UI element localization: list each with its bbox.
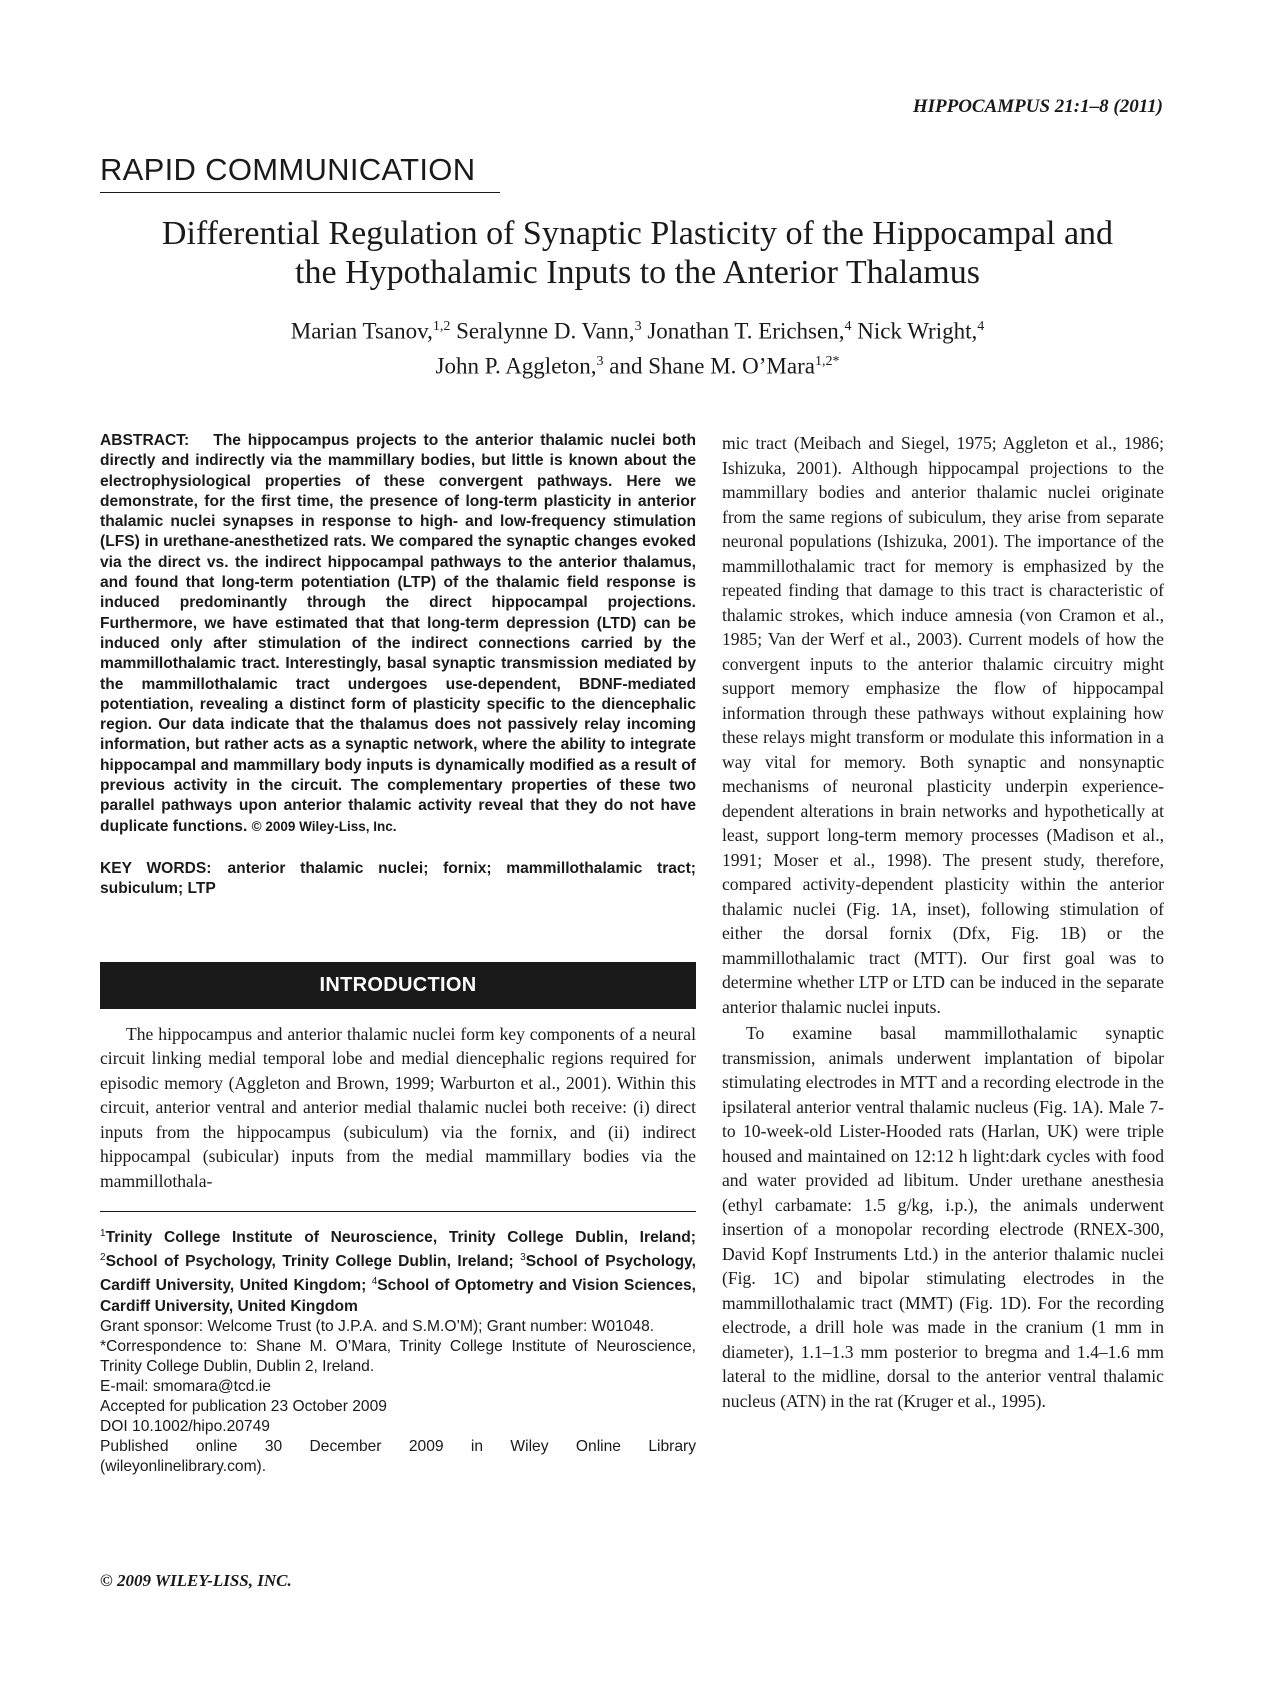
author-line-2 xyxy=(100,347,1175,382)
author-name: John P. Aggleton, xyxy=(435,353,597,379)
author-name: Jonathan T. Erichsen, xyxy=(641,318,845,344)
affil-sup: 4 xyxy=(371,1276,378,1288)
body-paragraph-2: To examine basal mammillothalamic synaptic transmission, animals underwent implantation of bipolar stimulating electrodes in MTT and a recording electrode in the ipsilateral anterior ventral thalamic nucleus (Fig. 1A). Male 7- to 10-week-old Lister-Hooded rats (Harlan, UK) were triple housed and maintained on 12:12 h light:dark cycles with food and water provided ad libitum. Under urethane anesthesia (ethyl carbamate: 1.5 g/kg, i.p.), the animals underwent insertion of a monopolar recording electrode (RNEX-300, David Kopf Instruments Ltd.) in the anterior thalamic nuclei (Fig. 1C) and bipolar stimulating electrodes in the mammillothalamic tract (MMT) (Fig. 1D). For the recording electrode, a drill hole was made in the cranium (1 mm in diameter), 1.1–1.3 mm posterior to bregma and 1.4–1.6 mm lateral to the midline, dorsal to the anterior ventral thalamic nucleus (ATN) in the rat (Kruger et al., 1995). xyxy=(722,1023,1164,1411)
grant-note: Grant sponsor: Welcome Trust (to J.P.A. and S.M.O’M); Grant number: W01048. xyxy=(100,1317,655,1335)
section-type-heading: RAPID COMMUNICATION xyxy=(100,152,500,193)
affil-sup: 2 xyxy=(100,1252,106,1264)
author-line-1 xyxy=(100,312,1175,347)
introduction-paragraph: The hippocampus and anterior thalamic nuclei form key components of a neural circuit linking medial temporal lobe and medial diencephalic regions required for episodic memory (Aggleton and Brown, 1999; Warburton et al., 2001). Within this circuit, anterior ventral and anterior medial thalamic nuclei both receive: (i) direct inputs from the hippocampus (subiculum) via the fornix, and (ii) indirect hippocampal (subicular) inputs from the medial mammillary bodies via the mammillothala- xyxy=(100,1023,696,1191)
affiliation-2: School of Psychology, Trinity College Dublin, Ireland; xyxy=(105,1253,514,1271)
author-affil-sup: 1,2 xyxy=(432,319,451,334)
introduction-heading: INTRODUCTION xyxy=(100,962,696,1009)
abstract-text: The hippocampus projects to the anterior thalamic nuclei both directly and indirectly via the mammillary bodies, but little is known about the electrophysiological properties of these convergent pathways. Here we demonstrate, for the first time, the presence of long-term plasticity in anterior thalamic nuclei synapses in response to high- and low-frequency stimulation (LFS) in urethane-anesthetized rats. We compared the synaptic changes evoked via the direct vs. the indirect hippocampal pathways to the anterior thalamus, and found that long-term potentiation (LTP) of the thalamic field response is induced predominantly through the direct hippocampal projections. Furthermore, we have estimated that that long-term depression (LTD) can be induced only after stimulation of the indirect connections carried by the mammillothalamic tract. Interestingly, basal synaptic transmission mediated by the mammillothalamic tract undergoes use-dependent, BDNF-mediated potentiation, revealing a distinct form of plasticity specific to the diencephalic region. Our data indicate that the thalamus does not passively relay incoming information, but rather acts as a synaptic network, where the ability to integrate hippocampal and mammillary body inputs is dynamically modified as a result of previous activity in the circuit. The complementary properties of these two parallel pathways upon anterior thalamic activity reveal that they do not have duplicate functions. xyxy=(100,432,696,835)
keywords xyxy=(100,859,696,900)
affiliation-3: School of Psychology, Cardiff University, United Kingdom; xyxy=(100,1253,696,1295)
affiliation-4: School of Optometry and Vision Sciences, Cardiff University, United Kingdom xyxy=(100,1277,696,1315)
body-paragraph-1: mic tract (Meibach and Siegel, 1975; Aggleton et al., 1986; Ishizuka, 2001). Although hippocampal projections to the mammillary bodies and anterior thalamic nuclei originate from the same regions of subiculum, they arise from separate neuronal populations (Ishizuka, 2001). The importance of the mammillothalamic tract for memory is emphasized by the repeated finding that damage to this tract is characteristic of thalamic strokes, which induce amnesia (von Cramon et al., 1985; Van der Werf et al., 2003). Current models of how the convergent inputs to the anterior thalamic circuitry might support memory emphasize the flow of hippocampal information through these pathways without explaining how these relays might transform or modulate this information in a way vital for memory. Both synaptic and nonsynaptic mechanisms of neuronal plasticity underpin experience-dependent alterations in brain networks and hypothetically at least, support long-term memory processes (Madison et al., 1991; Moser et al., 1998). The present study, therefore, compared activity-dependent plasticity within the anterior thalamic nuclei (Fig. 1A, inset), following stimulation of either the dorsal fornix (Dfx, Fig. 1B) or the mammillothalamic tract (MTT). Our first goal was to determine whether LTP or LTD can be induced in the separate anterior thalamic nuclei inputs. xyxy=(722,433,1164,1017)
journal-reference: HIPPOCAMPUS 21:1–8 (2011) xyxy=(912,96,1163,117)
right-column xyxy=(722,431,1164,1413)
author-affil-sup: 4 xyxy=(977,319,985,334)
author-affil-sup: 4 xyxy=(844,319,852,334)
abstract xyxy=(100,431,696,837)
left-column xyxy=(100,431,696,1477)
abstract-label: ABSTRACT: xyxy=(100,432,190,449)
abstract-copyright: © 2009 Wiley-Liss, Inc. xyxy=(251,818,397,834)
article-title xyxy=(100,214,1175,292)
accepted-date: Accepted for publication 23 October 2009 xyxy=(100,1397,387,1415)
keywords-label: KEY WORDS: xyxy=(100,859,212,877)
affiliations xyxy=(100,1224,696,1317)
affil-sup: 1 xyxy=(100,1228,106,1240)
author-affil-sup: 1,2* xyxy=(814,353,840,369)
author-name: Seralynne D. Vann, xyxy=(450,318,635,344)
affil-sup: 3 xyxy=(520,1252,526,1264)
email-link[interactable]: E-mail: smomara@tcd.ie xyxy=(100,1377,271,1395)
doi-link[interactable]: DOI 10.1002/hipo.20749 xyxy=(100,1417,270,1435)
keywords-text: anterior thalamic nuclei; fornix; mammillothalamic tract; subiculum; LTP xyxy=(100,859,696,898)
author-name: Marian Tsanov, xyxy=(290,318,433,344)
author-name: Nick Wright, xyxy=(851,318,978,344)
author-affil-sup: 3 xyxy=(596,353,604,369)
affiliation-1: Trinity College Institute of Neuroscience, Trinity College Dublin, Ireland; xyxy=(105,1229,696,1247)
published-note: Published online 30 December 2009 in Wiley Online Library xyxy=(100,1437,696,1455)
title-line-1: Differential Regulation of Synaptic Plasticity of the Hippocampal and xyxy=(161,215,1114,252)
title-line-2: the Hypothalamic Inputs to the Anterior Thalamus xyxy=(295,254,980,291)
footnote-divider xyxy=(100,1211,696,1212)
published-url[interactable]: (wileyonlinelibrary.com). xyxy=(100,1457,267,1475)
author-list xyxy=(100,312,1175,381)
correspondence-note: *Correspondence to: Shane M. O’Mara, Trinity College Institute of Neuroscience, Trinity College Dublin, Dublin 2, Ireland. xyxy=(100,1337,696,1375)
author-affil-sup: 3 xyxy=(634,319,642,334)
footer-copyright: © 2009 WILEY-LISS, INC. xyxy=(100,1571,292,1590)
author-name: and Shane M. O’Mara xyxy=(603,353,815,379)
